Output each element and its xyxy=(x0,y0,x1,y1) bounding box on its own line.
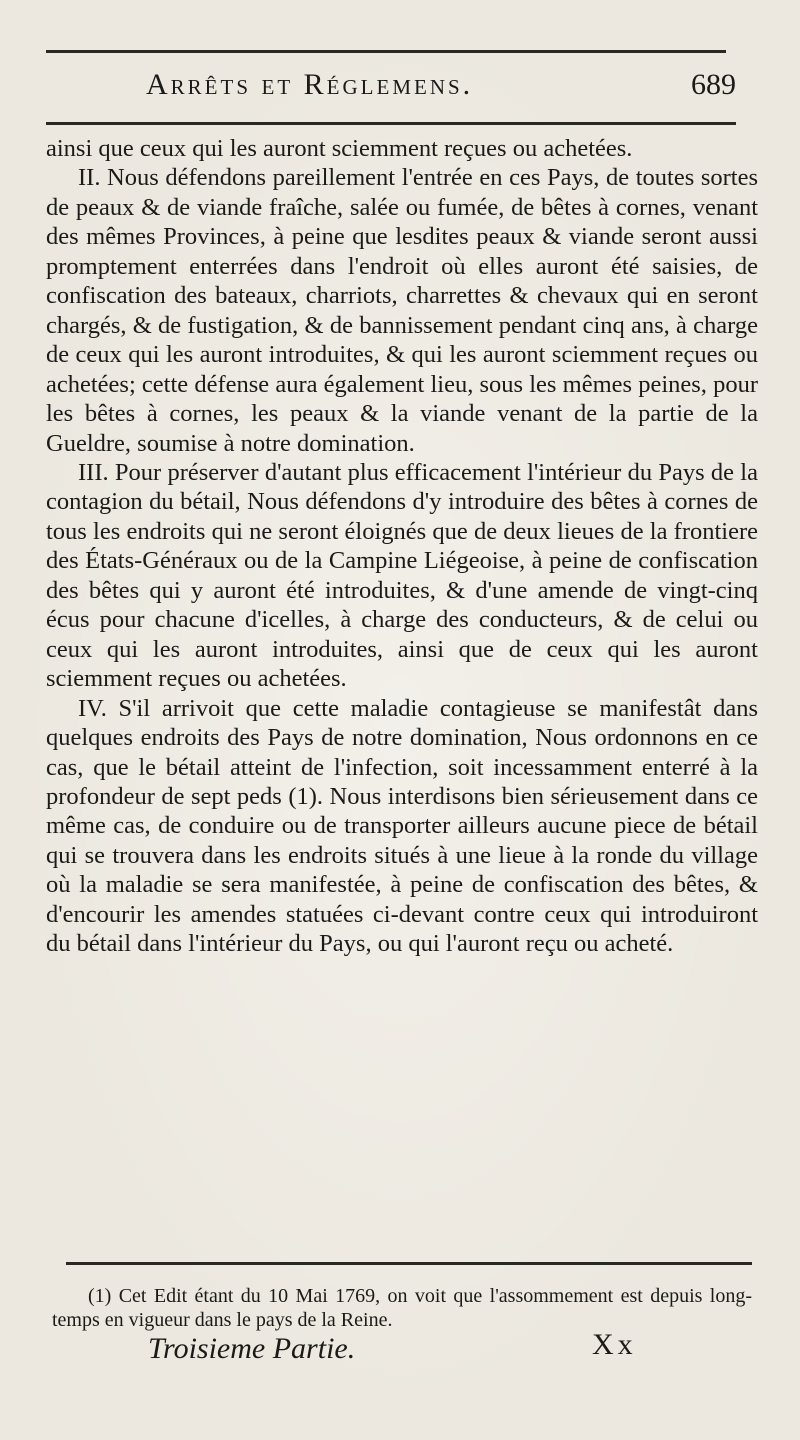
footnote-text: (1) Cet Edit étant du 10 Mai 1769, on voit que l'assommement est depuis long-temps en vigueur dans le pays de la Reine. xyxy=(52,1285,752,1331)
header-rule xyxy=(46,122,736,125)
paragraph-continuation: ainsi que ceux qui les auront sciemment reçues ou achetées. xyxy=(46,135,633,162)
signature-mark: Troisieme Partie. xyxy=(148,1332,356,1365)
body-text xyxy=(46,134,758,959)
top-rule xyxy=(46,50,726,53)
page-number: 689 xyxy=(691,68,736,101)
footnote xyxy=(52,1284,752,1332)
article-ii: II. Nous défendons pareillement l'entrée en ces Pays, de toutes sortes de peaux & de viande fraîche, salée ou fumée, de bêtes à cornes, venant des mêmes Provinces, à peine que lesdites peaux & viande seront aussi promptement enterrées dans l'endroit où elles auront été saisies, de confiscation des bateaux, charriots, charrettes & chevaux qui en seront chargés, & de fustigation, & de bannissement pendant cinq ans, à charge de ceux qui les auront introduites, & qui les auront sciemment reçues ou achetées; cette défense aura également lieu, sous les mêmes peines, pour les bêtes à cornes, les peaux & la viande venant de la partie de la Gueldre, soumise à notre domination. xyxy=(46,164,758,457)
catchword: Xx xyxy=(592,1328,637,1361)
page-header xyxy=(46,62,736,106)
footnote-rule xyxy=(66,1262,752,1265)
article-iii: III. Pour préserver d'autant plus efficacement l'intérieur du Pays de la contagion du bétail, Nous défendons d'y introduire des bêtes à cornes de tous les endroits qui ne seront éloignés que de deux lieues de la frontiere des États-Généraux ou de la Campine Liégeoise, à peine de confiscation des bêtes qui y auront été introduites, & d'une amende de vingt-cinq écus pour chacune d'icelles, à charge des conducteurs, & de celui ou ceux qui les auront introduites, ainsi que de ceux qui les auront sciemment reçues ou achetées. xyxy=(46,458,758,693)
running-title: Arrêts et Réglemens. xyxy=(146,68,474,101)
article-iv: IV. S'il arrivoit que cette maladie contagieuse se manifestât dans quelques endroits des Pays de notre domination, Nous ordonnons en ce cas, que le bétail atteint de l'infection, soit incessamment enterré à la profondeur de sept peds (1). Nous interdisons bien sérieusement dans ce même cas, de conduire ou de transporter ailleurs aucune piece de bétail qui se trouvera dans les endroits situés à une lieue à la ronde du village où la maladie se sera manifestée, à peine de confiscation des bêtes, & d'encourir les amendes statuées ci-devant contre ceux qui introduiront du bétail dans l'intérieur du Pays, ou qui l'auront reçu ou acheté. xyxy=(46,694,758,958)
